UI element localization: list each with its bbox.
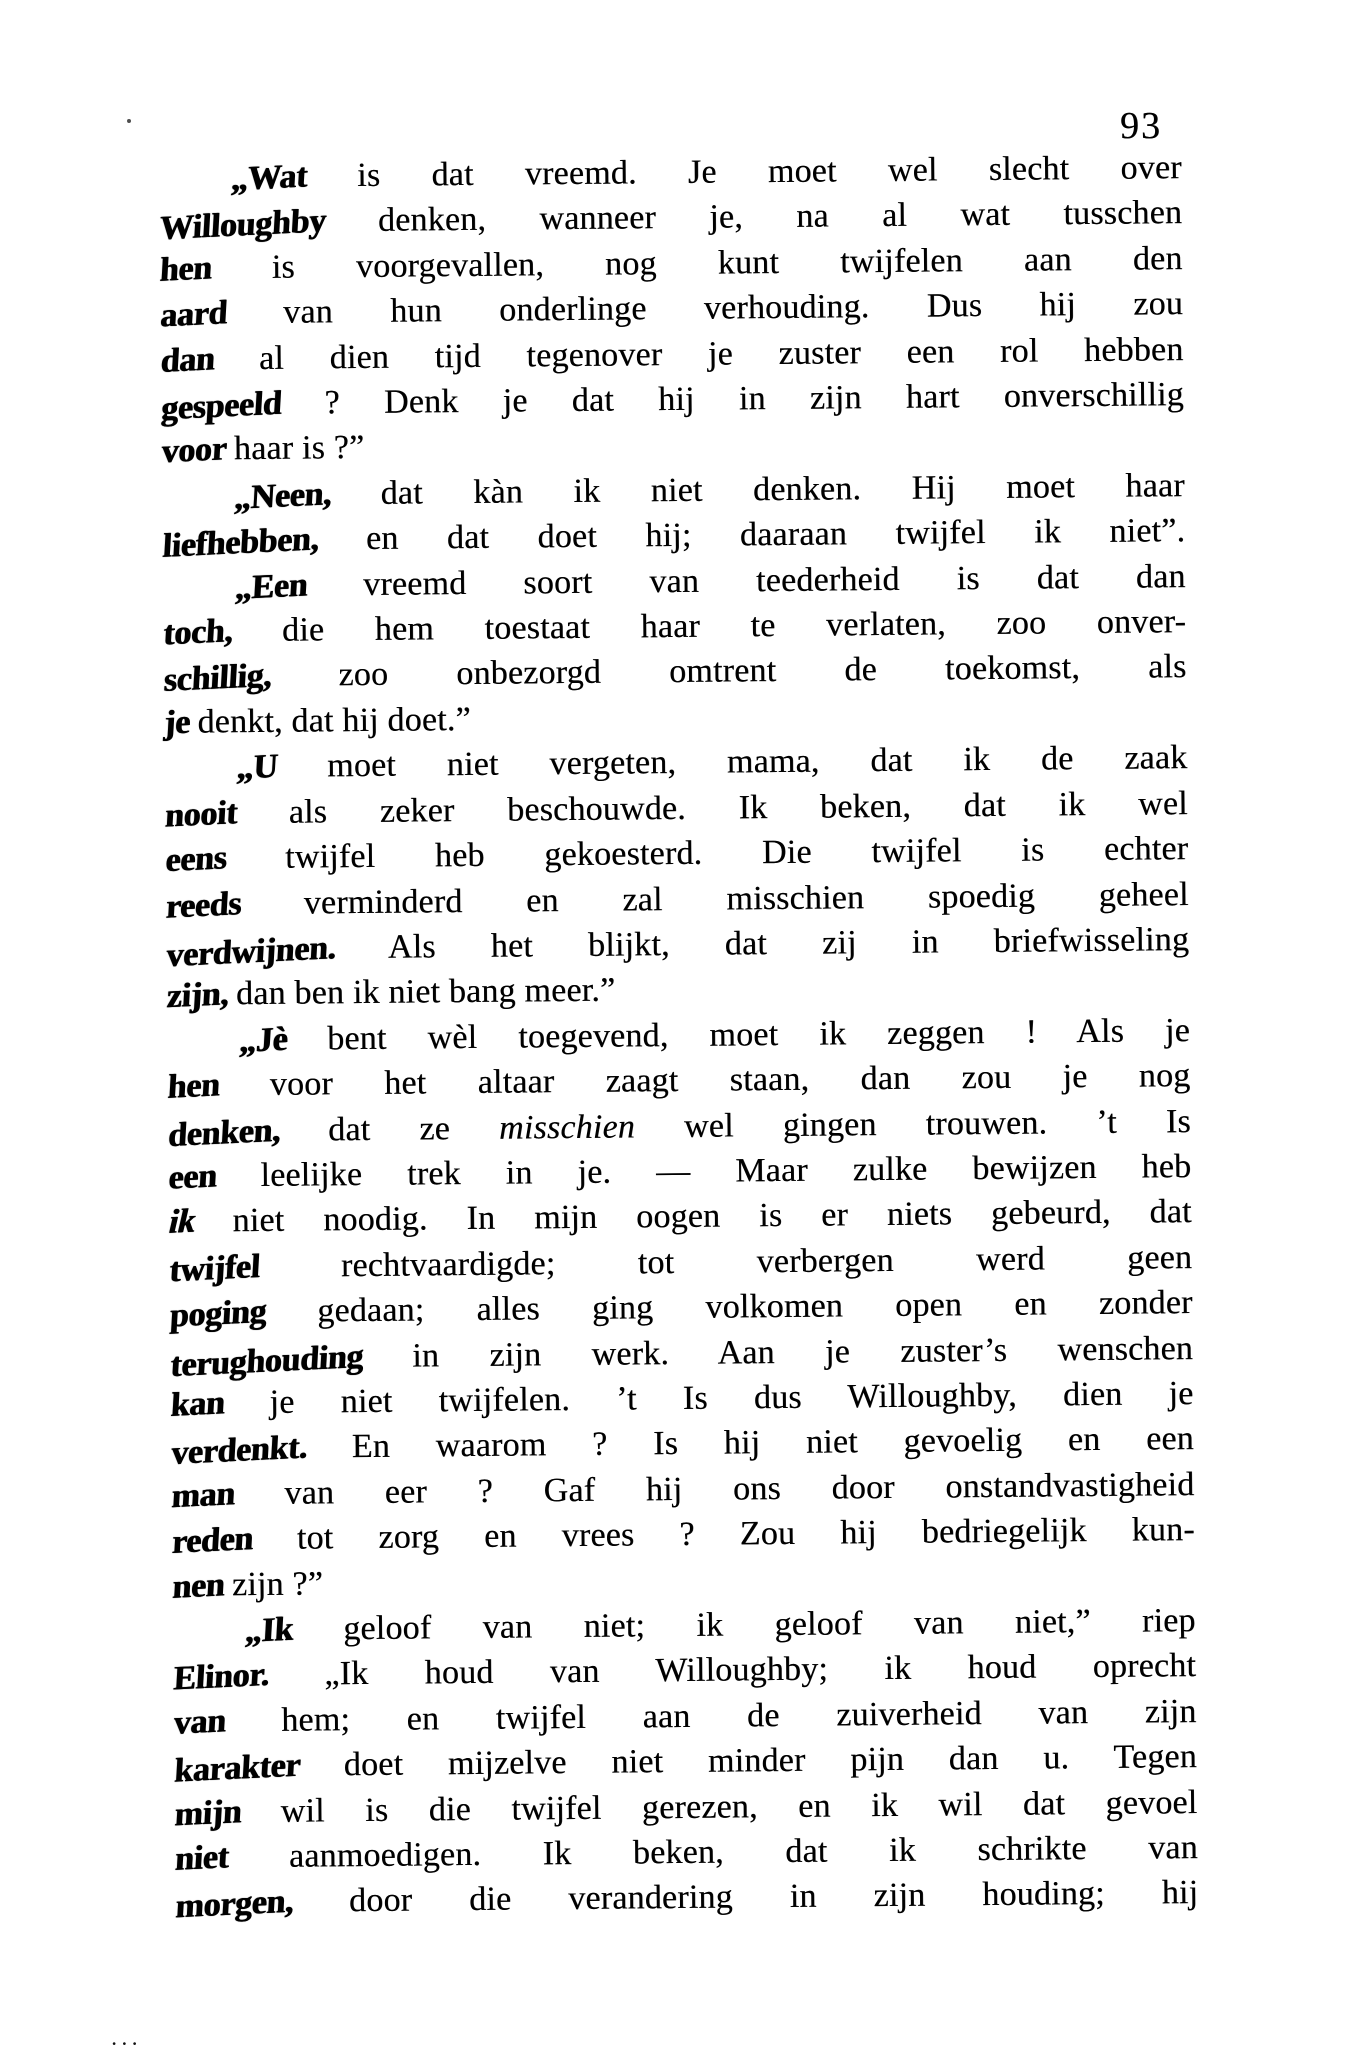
line-text: in zijn werk. Aan je zuster’s wenschen — [361, 1329, 1194, 1375]
line-lead-word: een — [167, 1157, 218, 1197]
line-text: gedaan; alles ging volkomen open en zonder — [264, 1284, 1193, 1331]
line-lead-word: Elinor. — [172, 1656, 271, 1698]
line-text: zijn ?” — [223, 1565, 324, 1603]
line-text: denken, wanneer je, na al wat tusschen — [324, 194, 1183, 240]
line-lead-word: liefhebben, — [161, 520, 320, 566]
line-lead-word: eens — [164, 839, 228, 880]
line-lead-word: reden — [170, 1520, 254, 1562]
line-text: dan ben ik niet bang meer.” — [227, 971, 616, 1013]
line-text: doet mijzelve niet minder pijn dan u. Tegen — [298, 1738, 1198, 1784]
line-text: denkt, dat hij doet.” — [188, 700, 471, 741]
line-lead-word: hen — [166, 1066, 221, 1107]
line-text: En waarom ? Is hij niet gevoelig en een — [305, 1420, 1195, 1466]
line-lead-word: hen — [158, 249, 213, 289]
line-lead-word: dan — [159, 339, 216, 380]
line-text: hem; en twijfel aan de zuiverheid van zijn — [224, 1692, 1197, 1740]
line-lead-word: voor — [160, 430, 228, 471]
line-lead-word: twijfel — [168, 1247, 261, 1290]
line-lead-word: zijn, — [165, 975, 230, 1016]
line-text: van hun onderlinge verhouding. Dus hij zou — [225, 285, 1184, 332]
line-text: wel gingen trouwen. ’t Is — [634, 1102, 1192, 1145]
line-text: bent wèl toegevend, moet ik zeggen ! Als je — [286, 1011, 1191, 1058]
line-text: leelijke trek in je. — Maar zulke bewijzen heb — [215, 1148, 1192, 1195]
line-lead-word: ik — [167, 1202, 196, 1242]
line-lead-word: reeds — [164, 884, 243, 926]
scan-dots-artifact: ... — [112, 2030, 143, 2049]
line-lead-word: verdwijnen. — [165, 929, 337, 975]
line-text: „Ik houd van Willoughby; ik houd oprecht — [267, 1647, 1197, 1694]
line-lead-word: aard — [159, 294, 228, 335]
line-lead-word: „Wat — [229, 157, 309, 199]
line-text: vreemd soort van teederheid is dat dan — [305, 557, 1186, 604]
line-lead-word: karakter — [173, 1746, 302, 1790]
line-text: die hem toestaat haar te verlaten, zoo onver- — [231, 603, 1187, 650]
line-text: dat kàn ik niet denken. Hij moet haar — [329, 466, 1185, 513]
line-lead-word: je — [163, 703, 191, 742]
text-line — [174, 1870, 1198, 1925]
line-lead-word: „Jè — [238, 1020, 289, 1060]
line-text: zoo onbezorgd omtrent de toekomst, als — [270, 648, 1187, 695]
line-text: je niet twijfelen. ’t Is dus Willoughby, dien je — [223, 1375, 1194, 1422]
line-lead-word: terughouding — [169, 1337, 365, 1384]
line-lead-word: denken, — [167, 1111, 282, 1154]
line-text: als zeker beschouwde. Ik beken, dat ik wel — [235, 784, 1188, 831]
line-text: is dat vreemd. Je moet wel slecht over — [305, 149, 1182, 195]
scan-speck-artifact — [127, 119, 131, 123]
line-text: door die verandering in zijn houding; hij — [291, 1874, 1199, 1921]
line-lead-word: „Ik — [243, 1610, 295, 1651]
line-lead-word: man — [170, 1474, 236, 1516]
line-text: tot zorg en vrees ? Zou hij bedriegelijk kun- — [251, 1511, 1195, 1558]
line-lead-word: kan — [169, 1384, 226, 1424]
line-text: van eer ? Gaf hij ons door onstandvastigheid — [233, 1465, 1195, 1513]
line-text: twijfel heb gekoesterd. Die twijfel is echter — [225, 830, 1189, 877]
line-text: haar is ?” — [225, 429, 365, 468]
line-lead-word: gespeeld — [160, 384, 283, 428]
line-text: ? Denk je dat hij in zijn hart onverschillig — [280, 376, 1185, 422]
line-lead-word: „U — [235, 747, 279, 788]
text-block — [158, 145, 1199, 1926]
line-text: moet niet vergeten, mama, dat ik de zaak — [276, 739, 1188, 786]
line-lead-word: „Een — [233, 566, 309, 607]
line-lead-word: poging — [168, 1292, 268, 1335]
line-text: aanmoedigen. Ik beken, dat ik schrikte van — [227, 1829, 1198, 1876]
line-text: al dien tijd tegenover je zuster een rol hebben — [213, 330, 1184, 378]
line-lead-word: „Neen, — [232, 475, 333, 517]
line-text: Als het blijkt, dat zij in briefwisseling — [334, 920, 1190, 967]
line-lead-word: nooit — [163, 793, 239, 835]
line-text: en dat doet hij; daaraan twijfel ik niet”. — [317, 512, 1186, 558]
line-text: is voorgevallen, nog kunt twijfelen aan den — [210, 239, 1183, 287]
line-lead-word: schillig, — [162, 657, 273, 700]
line-lead-word: verdenkt. — [170, 1428, 309, 1473]
line-lead-word: nen — [171, 1565, 226, 1606]
line-text: wil is die twijfel gerezen, en ik wil dat gevoel — [240, 1783, 1198, 1830]
page-number: 93 — [1120, 105, 1162, 147]
line-lead-word: van — [172, 1702, 227, 1742]
line-text: voor het altaar zaagt staan, dan zou je nog — [218, 1057, 1191, 1104]
line-text: geloof van niet; ik geloof van niet,” riep — [291, 1602, 1196, 1648]
line-text: rechtvaardigde; tot verbergen werd geen — [258, 1238, 1193, 1285]
line-lead-word: niet — [173, 1838, 230, 1878]
line-text: misschien — [498, 1107, 636, 1147]
line-lead-word: Willoughby — [158, 202, 327, 248]
line-lead-word: morgen, — [174, 1883, 295, 1926]
line-lead-word: mijn — [173, 1792, 243, 1834]
line-text: verminderd en zal misschien spoedig geheel — [239, 875, 1189, 922]
line-text: dat ze — [278, 1109, 500, 1149]
line-text: niet noodig. In mijn oogen is er niets gebeurd, dat — [193, 1193, 1192, 1241]
line-lead-word: toch, — [162, 612, 234, 653]
